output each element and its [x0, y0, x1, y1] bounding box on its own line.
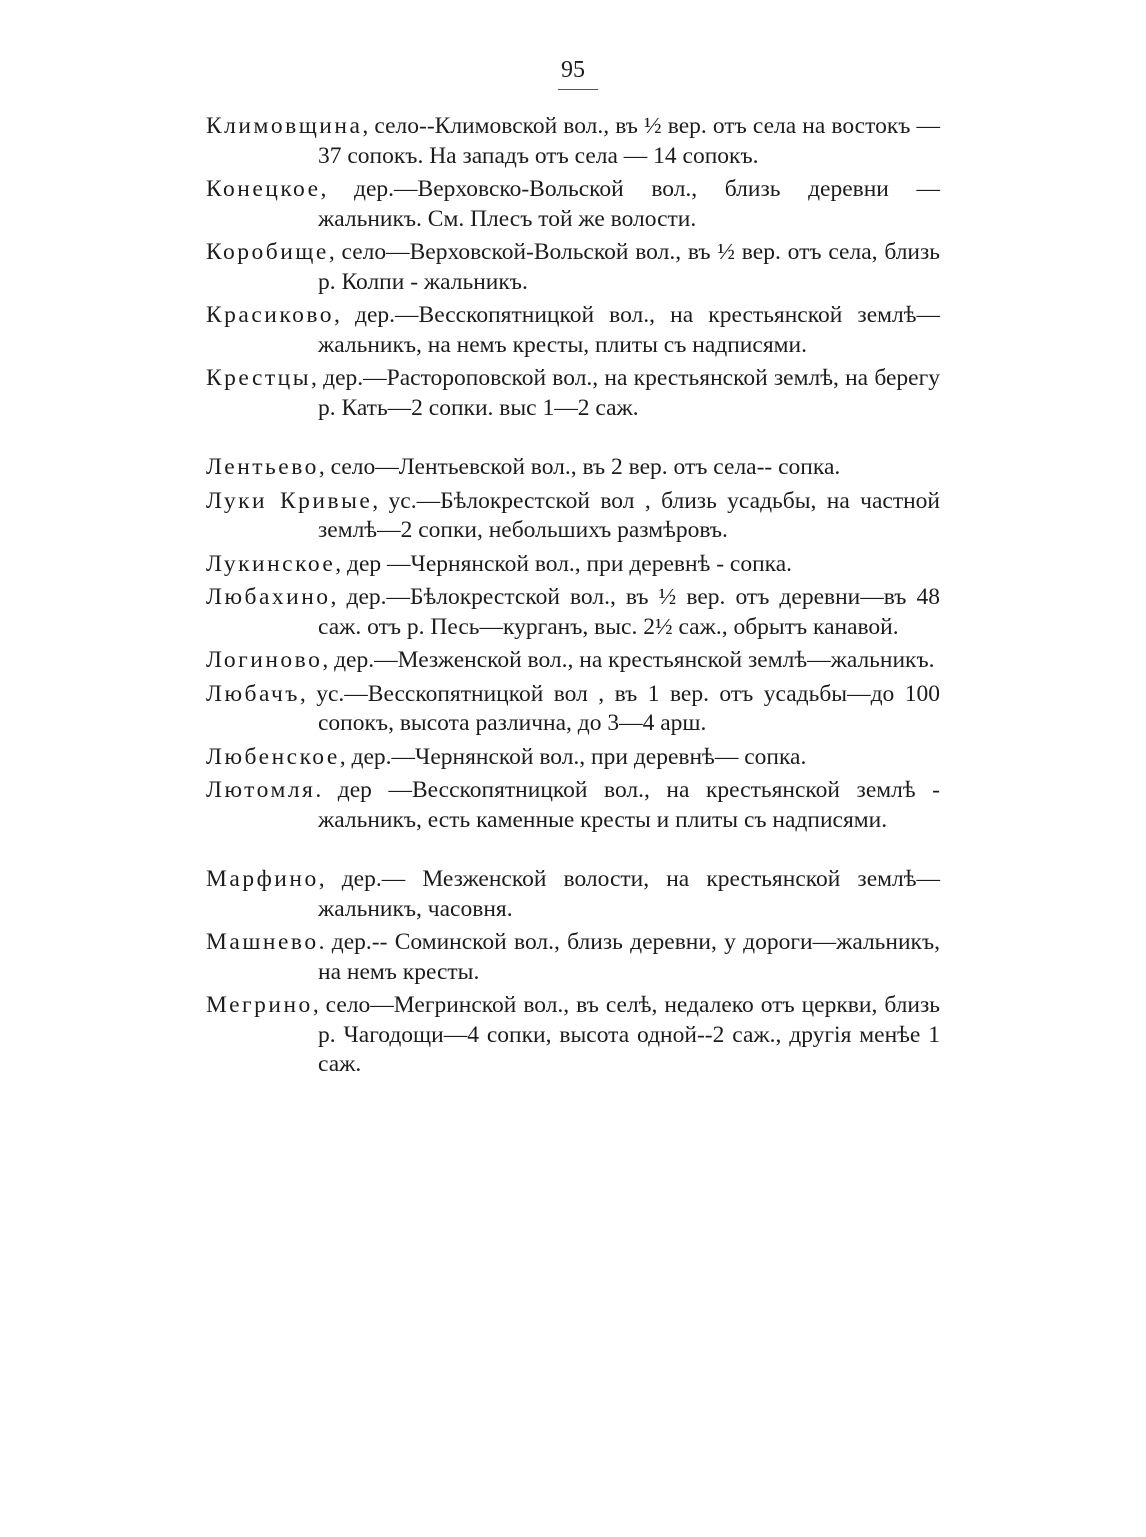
place-name: Лютомля	[206, 777, 316, 803]
entry-text: , дер.—Растороповской вол., на крестьянской землѣ, на берегу р. Кать—2 сопки. выс 1—2 саж.	[311, 365, 940, 421]
entry-klimovshchina	[206, 112, 940, 171]
entry-text: , село—Лентьевской вол., въ 2 вер. отъ села-- сопка.	[318, 454, 841, 480]
place-name: Марфино	[206, 866, 319, 892]
entry-text: , дер.—Весскопятницкой вол., на крестьянской землѣ—жальникъ, на немъ кресты, плиты съ надписями.	[318, 302, 940, 358]
entry-marfino	[206, 865, 940, 924]
entry-text: , ус.—Бѣлокрестской вол , близь усадьбы, на частной землѣ—2 сопки, небольшихъ размѣровъ.	[318, 487, 940, 543]
page-number: 95	[561, 57, 585, 83]
place-name: Красиково	[206, 302, 335, 328]
gazetteer-entries	[206, 112, 940, 1084]
page-number-rule	[558, 89, 598, 90]
entry-lyubenskoe	[206, 743, 940, 773]
place-name: Любахино	[206, 584, 331, 610]
entry-konetskoe	[206, 175, 940, 234]
entry-text: , дер.—Чернянской вол., при деревнѣ— сопка.	[339, 743, 807, 770]
entry-text: , дер.— Мезженской волости, на крестьянской землѣ—жальникъ, часовня.	[318, 866, 940, 922]
place-name: Логиново	[206, 647, 323, 673]
entry-text: , дер.—Верховско-Вольской вол., близь деревни — жальникъ. См. Плесъ той же волости.	[318, 176, 940, 232]
entry-loginovo	[206, 646, 940, 676]
place-name: Любенское	[206, 743, 340, 770]
entry-text: . дер —Весскопятницкой вол., на крестьянской землѣ - жальникъ, есть каменные кресты и плиты съ надписями.	[315, 777, 940, 833]
entry-mashnevo	[206, 928, 940, 987]
place-name: Климовщина	[206, 113, 363, 139]
place-name: Конецкое	[206, 176, 321, 202]
entry-text: , ус.—Весскопятницкой вол , въ 1 вер. отъ усадьбы—до 100 сопокъ, высота различна, до 3—4 арш.	[299, 680, 940, 736]
entry-text: , дер —Чернянской вол., при деревнѣ - сопка.	[335, 550, 793, 577]
entry-lentevo	[206, 453, 940, 483]
place-name: Лентьево	[206, 454, 319, 480]
entry-krasikovo	[206, 301, 940, 360]
place-name: Машнево	[206, 929, 319, 955]
entry-korobishche	[206, 238, 940, 297]
place-name: Любачъ	[206, 680, 300, 707]
place-name: Мегрино	[206, 992, 313, 1018]
entry-text: , дер.—Бѣлокрестской вол., въ ½ вер. отъ деревни—въ 48 саж. отъ р. Песь—курганъ, выс. 2½ саж., обрытъ канавой.	[318, 584, 940, 640]
entry-text: , дер.—Мезженской вол., на крестьянской землѣ—жальникъ.	[322, 647, 935, 673]
entry-text: . дер.-- Соминской вол., близь деревни, у дороги—жальникъ, на немъ кресты.	[318, 929, 940, 985]
entry-lukinskoe	[206, 550, 940, 580]
place-name: Крестцы	[206, 365, 312, 391]
entry-lyubach	[206, 680, 940, 739]
entry-lyubakhino	[206, 583, 940, 642]
entry-text: , село—Мегринской вол., въ селѣ, недалеко отъ церкви, близь р. Чагодощи—4 сопки, высота одной--2 саж., другія менѣе 1 саж.	[312, 992, 940, 1077]
entry-text: , село—Верховской-Вольской вол., въ ½ вер. отъ села, близь р. Колпи - жальникъ.	[318, 239, 940, 295]
entry-luki-krivye	[206, 487, 940, 546]
entry-text: , село--Климовской вол., въ ½ вер. отъ села на востокъ — 37 сопокъ. На западъ отъ села — 14 сопокъ.	[318, 113, 940, 169]
entry-megrino	[206, 991, 940, 1080]
place-name: Коробище	[206, 239, 329, 265]
place-name: Лукинское	[206, 550, 336, 577]
entry-krestsy	[206, 364, 940, 423]
entry-lyutomlya	[206, 776, 940, 835]
place-name: Луки Кривые	[206, 487, 373, 514]
